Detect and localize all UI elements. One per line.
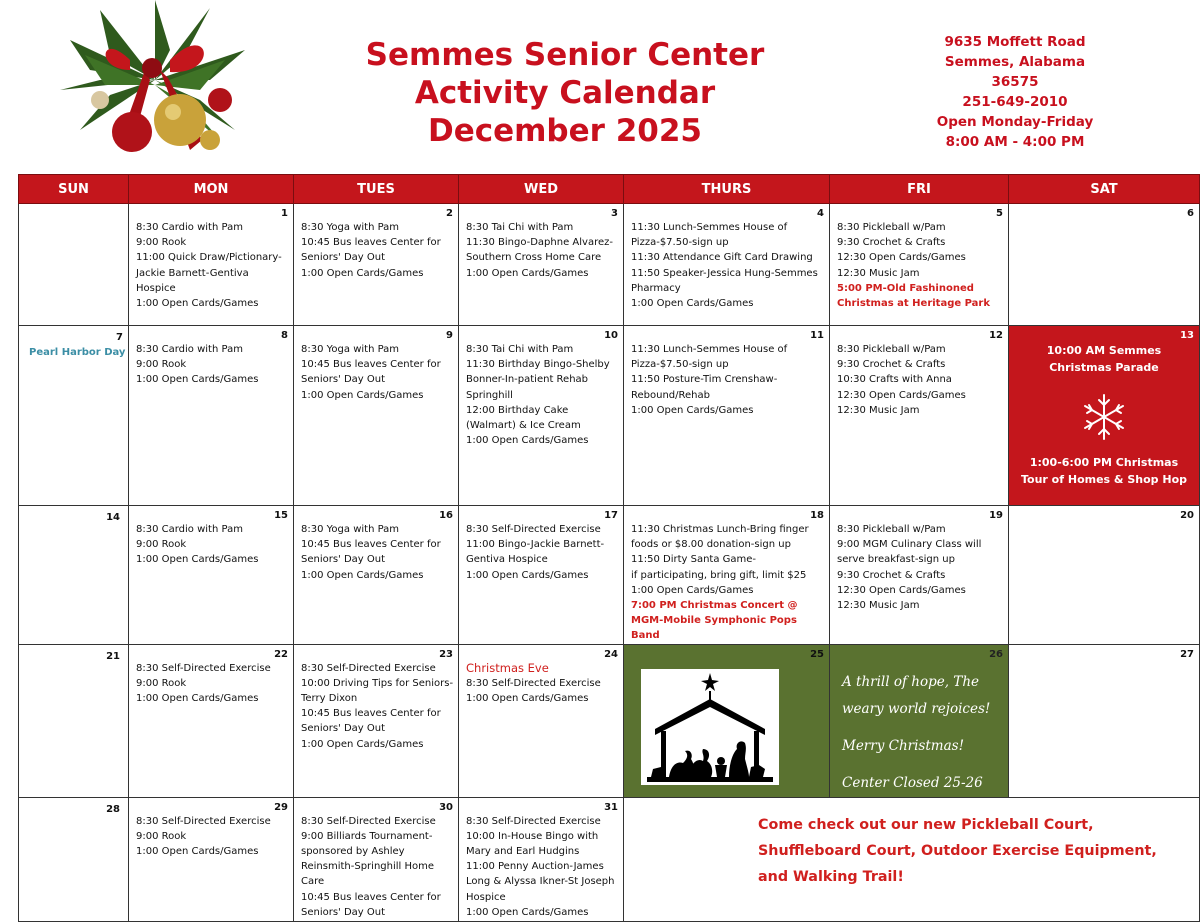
- event: 11:30 Lunch-Semmes House of Pizza-$7.50-sign up: [631, 344, 788, 371]
- event: 8:30 Self-Directed Exercise: [466, 815, 601, 827]
- day-number: 5: [996, 208, 1003, 219]
- day-cell: [129, 506, 294, 645]
- day-number: 26: [989, 648, 1003, 660]
- weekday-header: SAT: [1009, 175, 1200, 204]
- day-cell-christmas: [624, 644, 830, 797]
- event: 1:00 Open Cards/Games: [466, 569, 589, 581]
- day-cell: [294, 797, 459, 921]
- day-cell: [830, 204, 1009, 326]
- event-list: [624, 220, 829, 311]
- day-number: 22: [274, 648, 288, 660]
- day-cell: [624, 204, 830, 326]
- day-number: 29: [274, 801, 288, 813]
- week-row: [19, 326, 1200, 506]
- event: 12:30 Open Cards/Games: [837, 584, 966, 596]
- snowflake-icon: [1009, 392, 1199, 442]
- message-line: A thrill of hope, The: [842, 673, 979, 690]
- event: 8:30 Cardio with Pam: [136, 524, 243, 535]
- event-list: [129, 522, 293, 568]
- event: 9:30 Crochet & Crafts: [837, 359, 946, 371]
- day-number: 19: [989, 510, 1003, 521]
- day-number: 21: [106, 650, 120, 662]
- day-cell-empty: [19, 204, 129, 326]
- event: 12:00 Birthday Cake (Walmart) & Ice Cream: [466, 404, 581, 432]
- event: 9:00 Rook: [136, 677, 187, 689]
- day-cell: [459, 326, 624, 506]
- day-cell: [294, 506, 459, 645]
- holiday-label: Christmas Eve: [466, 660, 549, 675]
- day-number: 12: [989, 330, 1003, 341]
- holiday-label: Pearl Harbor Day: [29, 347, 126, 359]
- event: 9:30 Crochet & Crafts: [837, 569, 946, 581]
- day-number: 11: [810, 330, 824, 341]
- announcement-line: Come check out our new Pickleball Court,: [758, 817, 1094, 833]
- day-number: 4: [817, 208, 824, 219]
- event: 1:00 Open Cards/Games: [136, 554, 259, 566]
- event-list: [129, 661, 293, 707]
- event: 8:30 Yoga with Pam: [301, 222, 400, 233]
- day-cell: [294, 644, 459, 797]
- day-cell: [624, 506, 830, 645]
- day-cell-highlight: [1009, 326, 1200, 506]
- day-number: 17: [604, 510, 618, 521]
- highlight-event: 5:00 PM-Old Fashinoned Christmas at Heritage Park: [837, 282, 991, 310]
- event: 1:00 Open Cards/Games: [466, 267, 589, 279]
- day-number: 2: [446, 208, 453, 219]
- day-cell: [129, 326, 294, 506]
- event-list: [459, 342, 623, 448]
- event: 11:30 Attendance Gift Card Drawing: [631, 252, 813, 264]
- event: 11:30 Bingo-Daphne Alvarez-Southern Cross Home Care: [466, 237, 613, 264]
- parade-event: 10:00 AM Semmes Christmas Parade: [1046, 344, 1162, 374]
- day-cell: [129, 644, 294, 797]
- day-cell-closed: [830, 644, 1009, 797]
- day-cell: [1009, 644, 1200, 797]
- event: 8:30 Cardio with Pam: [136, 222, 243, 233]
- event: 1:00 Open Cards/Games: [466, 435, 589, 447]
- event: 11:00 Quick Draw/Pictionary-Jackie Barnett-Gentiva Hospice: [136, 252, 282, 294]
- event: 10:00 In-House Bingo with Mary and Earl Hudgins: [466, 830, 599, 858]
- event: 8:30 Pickleball w/Pam: [837, 344, 946, 355]
- event: 1:00 Open Cards/Games: [301, 389, 424, 401]
- event-list: [624, 522, 829, 644]
- week-row: [19, 644, 1200, 797]
- day-number: 15: [274, 510, 288, 521]
- calendar-grid: [18, 174, 1200, 922]
- event: 8:30 Yoga with Pam: [301, 344, 400, 355]
- event: 12:30 Open Cards/Games: [837, 389, 966, 401]
- day-cell: [459, 506, 624, 645]
- day-number: 8: [281, 330, 288, 341]
- weekday-header: FRI: [830, 175, 1009, 204]
- event: 9:00 Rook: [136, 830, 187, 842]
- event: 11:30 Christmas Lunch-Bring finger foods or $8.00 donation-sign up: [631, 524, 809, 551]
- event: 9:00 Billiards Tournament-sponsored by Ashley Reinsmith-Springhill Home Care: [301, 830, 435, 888]
- event: 1:00 Open Cards/Games: [631, 298, 754, 310]
- address-line: 9635 Moffett Road: [944, 34, 1086, 50]
- address-line: Semmes, Alabama: [944, 54, 1086, 70]
- day-number: 6: [1187, 208, 1194, 219]
- day-number: 10: [604, 330, 618, 341]
- day-cell: [1009, 506, 1200, 645]
- weekday-header: SUN: [19, 175, 129, 204]
- event: 8:30 Pickleball w/Pam: [837, 222, 946, 233]
- day-number: 31: [604, 801, 618, 813]
- day-cell: [19, 644, 129, 797]
- day-number: 14: [106, 512, 120, 523]
- weekday-header-row: [19, 175, 1200, 204]
- event: 11:00 Bingo-Jackie Barnett-Gentiva Hospice: [466, 539, 605, 566]
- event: 1:00 Open Cards/Games: [631, 404, 754, 416]
- tour-event: 1:00-6:00 PM Christmas Tour of Homes & Shop Hop: [1021, 456, 1187, 486]
- event-list: [294, 220, 458, 281]
- event-list: [294, 522, 458, 583]
- event-list: [129, 814, 293, 860]
- day-cell: [459, 797, 624, 921]
- event: 9:00 Rook: [136, 539, 187, 551]
- event-list: [459, 814, 623, 920]
- highlight-event: 7:00 PM Christmas Concert @ MGM-Mobile Symphonic Pops Band: [631, 600, 798, 642]
- event: 11:50 Posture-Tim Crenshaw-Rebound/Rehab: [631, 374, 778, 401]
- week-row: [19, 506, 1200, 645]
- day-number: 27: [1180, 648, 1194, 660]
- event-list: [294, 342, 458, 403]
- christmas-message: [830, 661, 1008, 797]
- announcement-line: Shuffleboard Court, Outdoor Exercise Equipment,: [758, 843, 1157, 859]
- event: 9:30 Crochet & Crafts: [837, 237, 946, 249]
- day-number: 16: [439, 510, 453, 521]
- closed-notice: Center Closed 25-26: [842, 774, 983, 791]
- event-list: [830, 522, 1008, 613]
- message-line: weary world rejoices!: [842, 700, 991, 717]
- event: 1:00 Open Cards/Games: [301, 569, 424, 581]
- day-cell: [294, 204, 459, 326]
- title-line: Semmes Senior Center: [365, 37, 765, 73]
- event: 11:30 Lunch-Semmes House of Pizza-$7.50-sign up: [631, 222, 788, 249]
- weekday-header: MON: [129, 175, 294, 204]
- day-number: 3: [611, 208, 618, 219]
- event-list: [459, 661, 623, 707]
- event: 11:30 Birthday Bingo-Shelby Bonner-In-patient Rehab Springhill: [466, 359, 610, 401]
- day-number: 13: [1180, 330, 1194, 341]
- day-cell: [19, 506, 129, 645]
- day-number: 24: [604, 648, 618, 660]
- event: 1:00 Open Cards/Games: [136, 846, 259, 858]
- event: 10:45 Bus leaves Center for Seniors' Day Out: [301, 891, 441, 918]
- event: 9:00 MGM Culinary Class will serve breakfast-sign up: [837, 539, 982, 566]
- event: 10:45 Bus leaves Center for Seniors' Day Out: [301, 359, 441, 386]
- day-cell: [129, 204, 294, 326]
- nativity-scene-icon: [641, 669, 779, 785]
- day-number: 20: [1180, 510, 1194, 521]
- event-list: [830, 342, 1008, 418]
- event: 9:00 Rook: [136, 237, 187, 249]
- event: 8:30 Yoga with Pam: [301, 524, 400, 535]
- day-cell: [1009, 204, 1200, 326]
- event: 1:00 Open Cards/Games: [136, 693, 259, 705]
- day-number: 18: [810, 510, 824, 521]
- event-list: [294, 814, 458, 920]
- event: 1:00 Open Cards/Games: [466, 906, 589, 918]
- event: 12:30 Open Cards/Games: [837, 252, 966, 264]
- christmas-ornament-icon: [60, 0, 250, 174]
- calendar-header: [0, 0, 1200, 174]
- event: 1:00 Open Cards/Games: [631, 584, 754, 596]
- event: 8:30 Self-Directed Exercise: [466, 524, 601, 535]
- day-cell: [830, 326, 1009, 506]
- event-list: [129, 342, 293, 388]
- event: 1:00 Open Cards/Games: [136, 298, 259, 310]
- event-list: [624, 342, 829, 418]
- event-list: [459, 220, 623, 281]
- event: 8:30 Self-Directed Exercise: [136, 662, 271, 674]
- day-cell: [459, 644, 624, 797]
- facility-announcement: [758, 812, 1178, 890]
- event: 10:45 Bus leaves Center for Seniors' Day Out: [301, 708, 441, 735]
- day-number: 7: [116, 332, 123, 343]
- event: 8:30 Self-Directed Exercise: [301, 662, 436, 674]
- hours-line: 8:00 AM - 4:00 PM: [945, 134, 1085, 150]
- announcement-line: and Walking Trail!: [758, 869, 904, 885]
- day-number: 23: [439, 648, 453, 660]
- event: 11:50 Speaker-Jessica Hung-Semmes Pharmacy: [631, 267, 818, 294]
- event: 8:30 Tai Chi with Pam: [466, 222, 574, 233]
- event: 8:30 Self-Directed Exercise: [136, 815, 271, 827]
- weekday-header: WED: [459, 175, 624, 204]
- event: 8:30 Self-Directed Exercise: [301, 815, 436, 827]
- event: 10:45 Bus leaves Center for Seniors' Day Out: [301, 539, 441, 566]
- event: 8:30 Pickleball w/Pam: [837, 524, 946, 535]
- event: 12:30 Music Jam: [837, 600, 920, 612]
- event: 1:00 Open Cards/Games: [466, 693, 589, 705]
- day-cell: [19, 797, 129, 921]
- day-cell: [19, 326, 129, 506]
- page-title: [330, 36, 800, 150]
- day-cell: [624, 326, 830, 506]
- event: 12:30 Music Jam: [837, 267, 920, 279]
- event: 8:30 Self-Directed Exercise: [466, 677, 601, 689]
- event: 8:30 Cardio with Pam: [136, 344, 243, 355]
- week-row: [19, 204, 1200, 326]
- event: 1:00 Open Cards/Games: [136, 374, 259, 386]
- day-number: 1: [281, 208, 288, 219]
- day-cell: [129, 797, 294, 921]
- event-list: [459, 522, 623, 583]
- event: 10:30 Crafts with Anna: [837, 374, 952, 386]
- event: 11:50 Dirty Santa Game-: [631, 554, 757, 566]
- event: if participating, bring gift, limit $25: [631, 569, 807, 581]
- event-list: [129, 220, 293, 311]
- day-cell: [294, 326, 459, 506]
- weekday-header: TUES: [294, 175, 459, 204]
- event-list: [830, 220, 1008, 311]
- day-number: 25: [810, 648, 824, 660]
- day-cell: [459, 204, 624, 326]
- title-line: December 2025: [427, 113, 703, 149]
- day-number: 30: [439, 801, 453, 813]
- phone-line: 251-649-2010: [962, 94, 1068, 110]
- event: 8:30 Tai Chi with Pam: [466, 344, 574, 355]
- day-cell: [830, 506, 1009, 645]
- event: 1:00 Open Cards/Games: [301, 267, 424, 279]
- event: 9:00 Rook: [136, 359, 187, 371]
- event: 10:00 Driving Tips for Seniors-Terry Dixon: [301, 677, 454, 705]
- event: 1:00 Open Cards/Games: [301, 738, 424, 750]
- weekday-header: THURS: [624, 175, 830, 204]
- hours-line: Open Monday-Friday: [936, 114, 1094, 130]
- title-line: Activity Calendar: [414, 75, 716, 111]
- address-line: 36575: [991, 74, 1039, 90]
- address-block: [905, 32, 1125, 152]
- event: 10:45 Bus leaves Center for Seniors' Day Out: [301, 237, 441, 264]
- event-list: [294, 661, 458, 752]
- message-line: Merry Christmas!: [842, 737, 964, 754]
- event: 12:30 Music Jam: [837, 404, 920, 416]
- day-number: 9: [446, 330, 453, 341]
- event: 11:00 Penny Auction-James Long & Alyssa Ikner-St Joseph Hospice: [466, 861, 615, 903]
- day-number: 28: [106, 803, 120, 815]
